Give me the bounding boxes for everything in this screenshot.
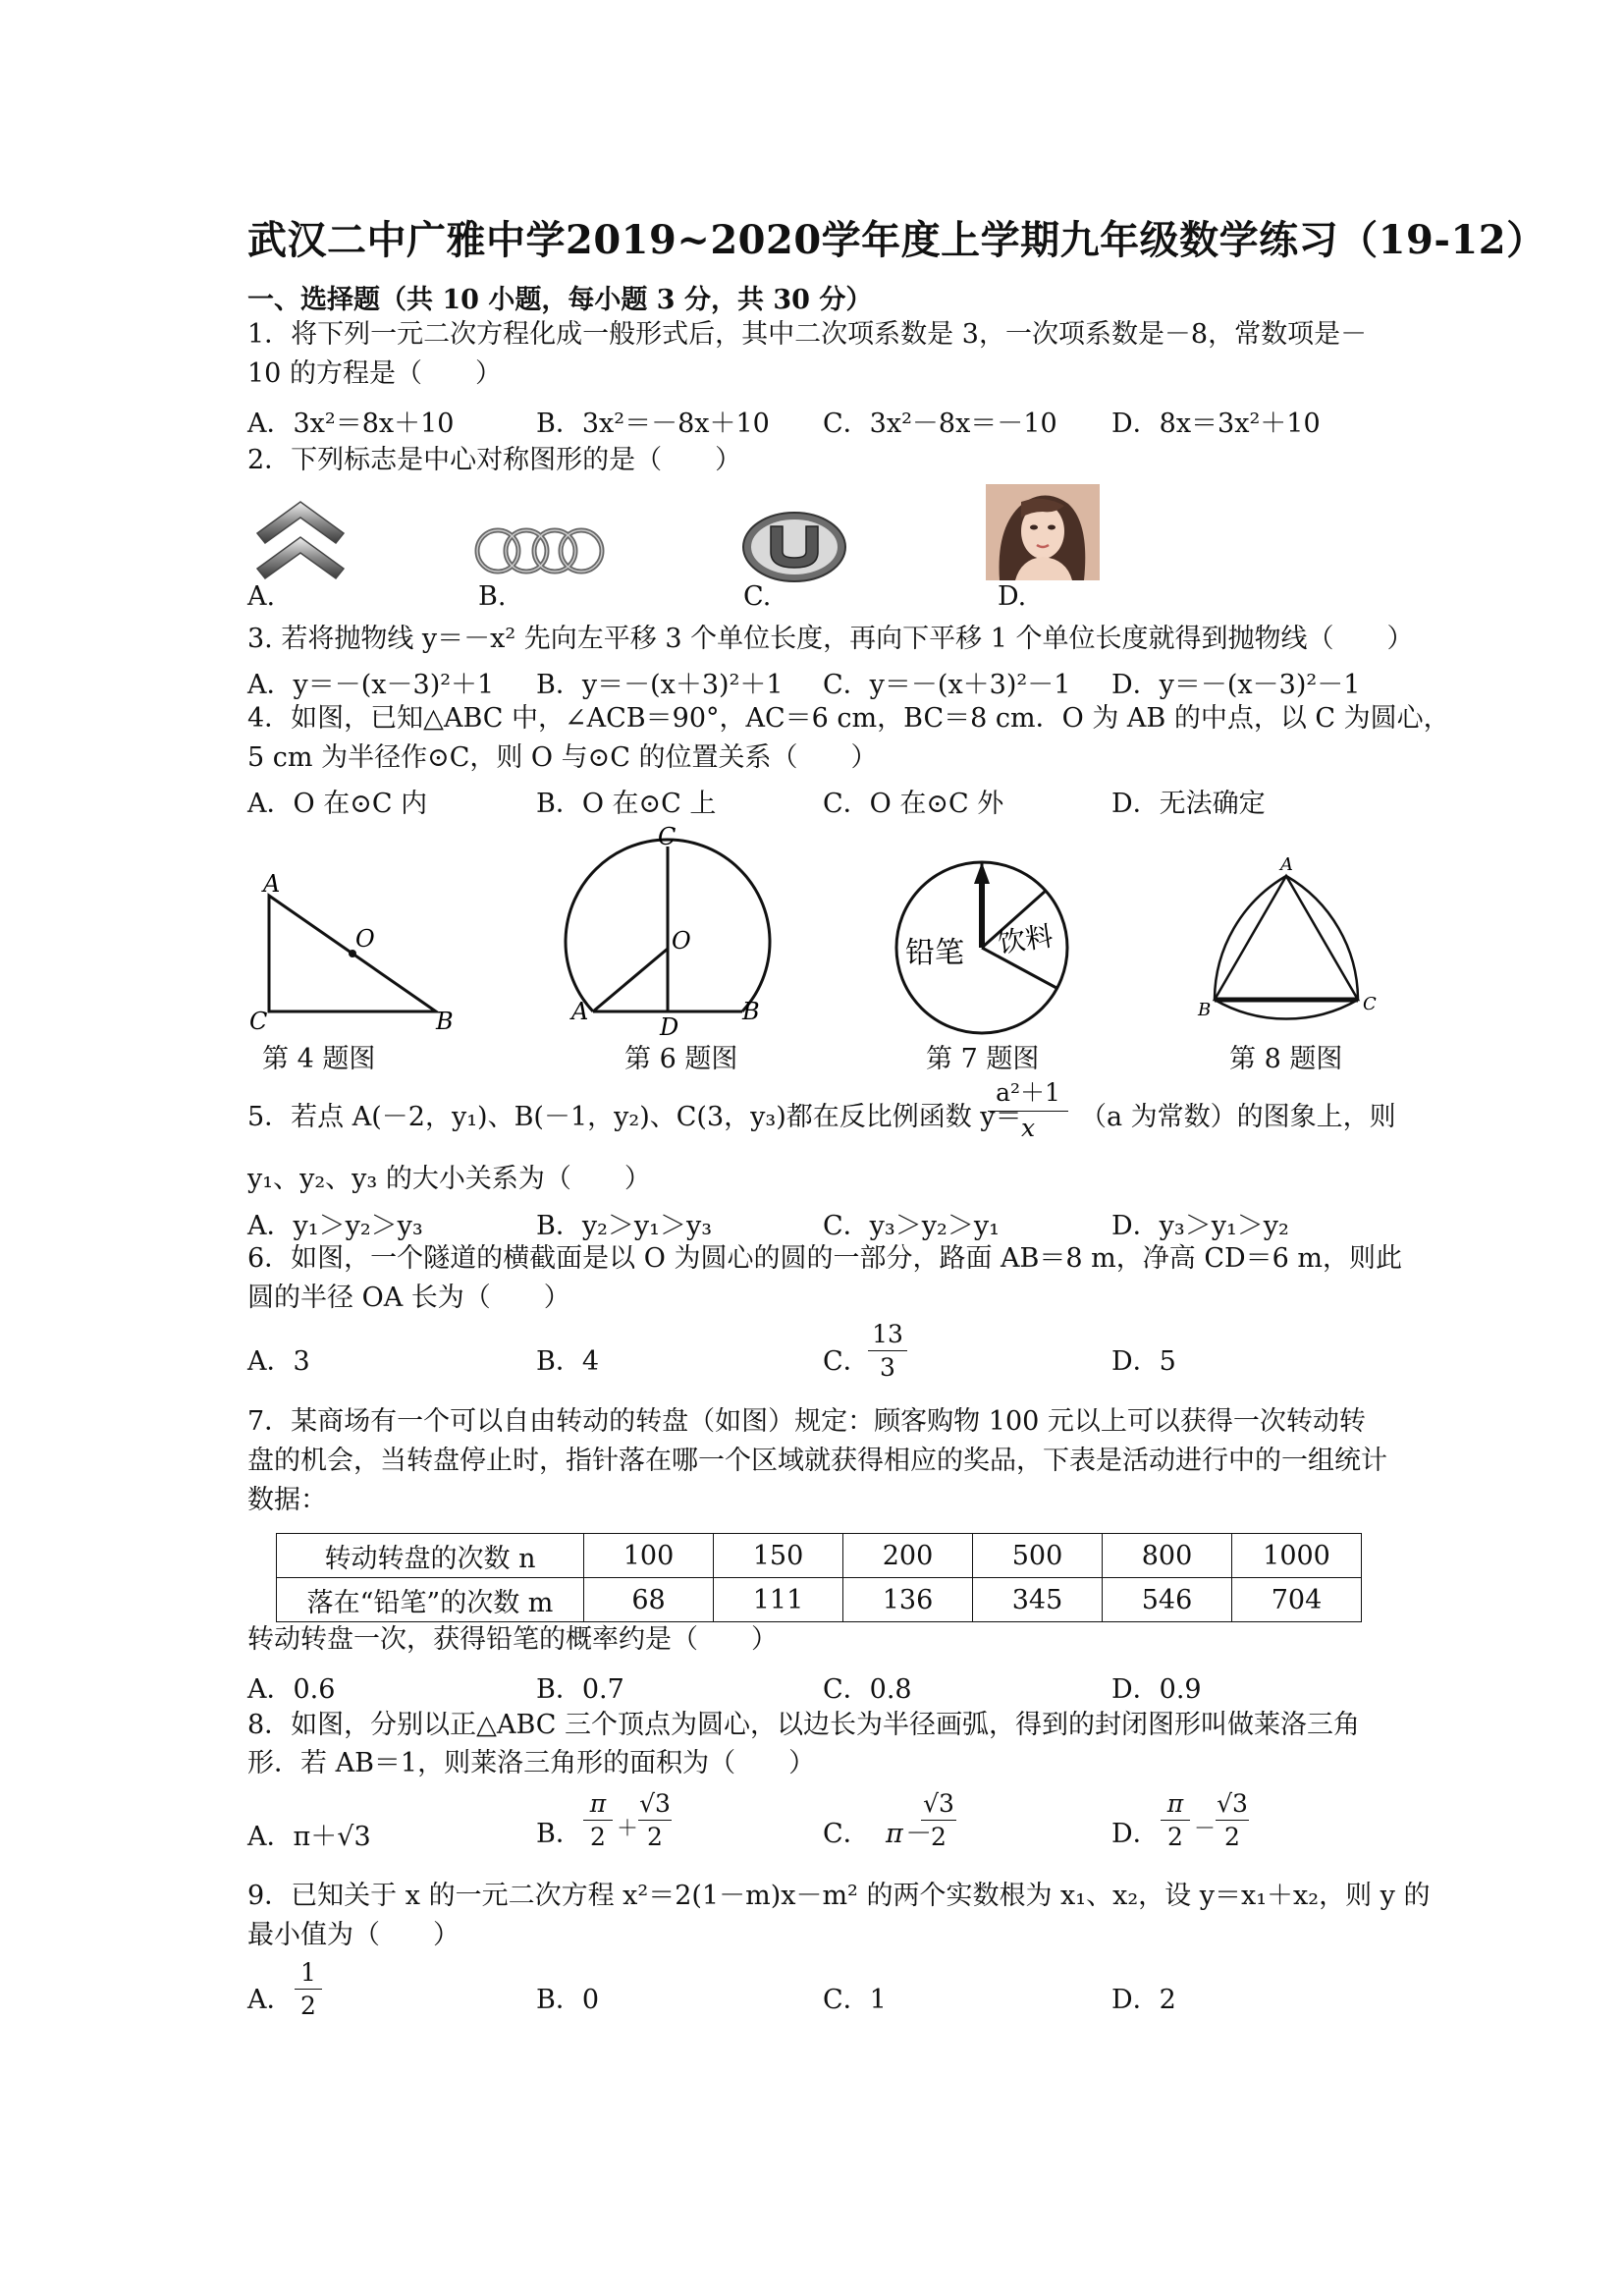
question-8-option-d-fraction-1 <box>1161 1789 1190 1851</box>
question-9-option-a-label: A． <box>247 1985 294 2015</box>
question-9-option-a-fraction <box>295 1958 322 2020</box>
question-8-option-b-fraction-1 <box>583 1789 613 1851</box>
fraction-denominator: 3 <box>880 1353 895 1382</box>
question-1-option-c: C．3x²－8x＝－10 <box>823 409 1057 439</box>
question-7-line-4: 转动转盘一次，获得铅笔的概率约是（ ） <box>247 1624 778 1655</box>
table-cell: 100 <box>584 1534 714 1578</box>
table-row-header: 转动转盘的次数 n <box>277 1534 584 1578</box>
question-1-option-a: A．3x²＝8x＋10 <box>247 409 455 439</box>
question-5-option-a: A．y₁＞y₂＞y₃ <box>247 1211 423 1241</box>
question-9-option-d: D．2 <box>1111 1985 1176 2015</box>
question-7-line-1: 7．某商场有一个可以自由转动的转盘（如图）规定：顾客购物 100 元以上可以获得一次转动转 <box>247 1406 1366 1437</box>
fraction-bar <box>583 1820 613 1821</box>
question-8-line-1: 8．如图，分别以正△ABC 三个顶点为圆心，以边长为半径画弧，得到的封闭图形叫做莱洛三角 <box>247 1710 1361 1740</box>
question-8-option-c-prefix: π－ <box>886 1819 930 1849</box>
figure-7-spinner <box>884 854 1080 1041</box>
question-1-option-d: D．8x＝3x²＋10 <box>1111 409 1321 439</box>
question-2-option-b: B. <box>478 581 507 612</box>
fraction-numerator: π <box>589 1789 607 1818</box>
table-cell: 345 <box>973 1578 1103 1622</box>
question-3-option-a: A．y＝－(x－3)²＋1 <box>247 670 495 700</box>
table-cell: 546 <box>1103 1578 1232 1622</box>
question-9-line-2: 最小值为（ ） <box>247 1920 460 1950</box>
table-cell: 111 <box>714 1578 843 1622</box>
table-cell: 1000 <box>1232 1534 1362 1578</box>
question-8-option-d-operator: － <box>1194 1817 1217 1841</box>
question-3-line-1: 3. 若将抛物线 y＝－x² 先向左平移 3 个单位长度，再向下平移 1 个单位长度就得到抛物线（ ） <box>247 624 1414 654</box>
question-4-option-c: C．O 在⊙C 外 <box>823 789 1004 819</box>
fig6-label-b: B <box>742 998 760 1025</box>
question-4-option-d: D．无法确定 <box>1111 789 1266 819</box>
u-shield-logo-icon <box>739 509 849 585</box>
question-5-fraction-denominator: x <box>1020 1114 1036 1142</box>
question-5-option-d: D．y₃＞y₁＞y₂ <box>1111 1211 1289 1241</box>
question-5-line-2: y₁、y₂、y₃ 的大小关系为（ ） <box>247 1164 651 1194</box>
fraction-denominator: 2 <box>1167 1823 1183 1851</box>
fraction-numerator: 13 <box>872 1320 903 1348</box>
question-8-option-a: A．π＋√3 <box>247 1822 371 1852</box>
question-9-line-1: 9．已知关于 x 的一元二次方程 x²＝2(1－m)x－m² 的两个实数根为 x₁、x₂，设 y＝x₁＋x₂，则 y 的 <box>247 1881 1431 1911</box>
figure-4-caption: 第 4 题图 <box>262 1044 376 1074</box>
figure-6-caption: 第 6 题图 <box>624 1044 738 1074</box>
fig4-label-o: O <box>355 925 375 953</box>
question-4-line-2: 5 cm 为半径作⊙C，则 O 与⊙C 的位置关系（ ） <box>247 742 878 773</box>
question-8-line-2: 形．若 AB＝1，则莱洛三角形的面积为（ ） <box>247 1748 816 1778</box>
fraction-bar <box>295 1989 322 1990</box>
question-5-line-1-post: （a 为常数）的图象上，则 <box>1080 1102 1396 1132</box>
section-heading: 一、选择题（共 10 小题，每小题 3 分，共 30 分） <box>247 285 873 315</box>
fraction-denominator: 2 <box>647 1823 663 1851</box>
figure-6-tunnel <box>550 825 785 1041</box>
question-4-line-1: 4．如图，已知△ABC 中，∠ACB＝90°，AC＝6 cm，BC＝8 cm．O 为 AB 的中点，以 C 为圆心， <box>247 703 1450 734</box>
question-5-fraction <box>988 1073 1068 1142</box>
fraction-denominator: 2 <box>931 1823 947 1851</box>
question-1-option-b: B．3x²＝－8x＋10 <box>536 409 770 439</box>
fig8-label-b: B <box>1198 1000 1212 1020</box>
question-2-option-a: A. <box>247 581 276 612</box>
question-3-option-b: B．y＝－(x＋3)²＋1 <box>536 670 784 700</box>
fig6-label-o: O <box>672 927 691 955</box>
fig7-label-drink: 饮料 <box>996 919 1056 959</box>
question-5-option-c: C．y₃＞y₂＞y₁ <box>823 1211 1000 1241</box>
question-6-line-2: 圆的半径 OA 长为（ ） <box>247 1283 570 1313</box>
fraction-numerator: π <box>1166 1789 1184 1818</box>
fig8-label-c: C <box>1363 994 1377 1014</box>
fraction-bar <box>988 1111 1068 1112</box>
table-cell: 150 <box>714 1534 843 1578</box>
fraction-bar <box>1161 1820 1190 1821</box>
page-title: 武汉二中广雅中学2019~2020学年度上学期九年级数学练习（19-12） <box>247 217 1546 263</box>
question-7-line-2: 盘的机会，当转盘停止时，指针落在哪一个区域就获得相应的奖品，下表是活动进行中的一组统计 <box>247 1446 1387 1476</box>
question-2-line-1: 2．下列标志是中心对称图形的是（ ） <box>247 445 742 475</box>
question-6-option-c-fraction <box>868 1320 907 1382</box>
question-8-option-c-label: C． <box>823 1819 870 1849</box>
question-5-option-b: B．y₂＞y₁＞y₃ <box>536 1211 713 1241</box>
portrait-photo <box>986 484 1100 580</box>
figure-4-triangle <box>236 864 471 1041</box>
question-8-option-b-label: B． <box>536 1819 582 1849</box>
table-cell: 200 <box>843 1534 973 1578</box>
table-row <box>277 1578 1362 1622</box>
question-8-option-b-operator: ＋ <box>617 1817 639 1841</box>
question-7-option-b: B．0.7 <box>536 1674 624 1705</box>
question-8-option-d-label: D． <box>1111 1819 1160 1849</box>
fig6-label-a: A <box>571 998 589 1025</box>
question-3-option-c: C．y＝－(x＋3)²－1 <box>823 670 1071 700</box>
fraction-denominator: 2 <box>590 1823 606 1851</box>
question-4-option-b: B．O 在⊙C 上 <box>536 789 717 819</box>
question-9-option-c: C．1 <box>823 1985 887 2015</box>
question-1-line-1: 1．将下列一元二次方程化成一般形式后，其中二次项系数是 3，一次项系数是－8，常数项是－ <box>247 319 1368 350</box>
fraction-numerator: √3 <box>639 1789 671 1818</box>
question-8-option-d-fraction-2 <box>1216 1789 1249 1851</box>
fig6-label-c: C <box>658 825 677 850</box>
question-6-option-c: C． <box>823 1346 870 1377</box>
question-7-line-3: 数据： <box>247 1485 327 1515</box>
fig4-label-a: A <box>263 870 281 898</box>
question-5-fraction-numerator: a²＋1 <box>996 1078 1060 1107</box>
fraction-numerator: √3 <box>923 1789 954 1818</box>
fig8-label-a: A <box>1280 854 1293 875</box>
fraction-bar <box>1216 1820 1249 1821</box>
figure-8-reuleaux <box>1188 850 1384 1027</box>
statistics-table <box>276 1533 1362 1622</box>
question-6-line-1: 6．如图，一个隧道的横截面是以 O 为圆心的圆的一部分，路面 AB＝8 m，净高 CD＝6 m，则此 <box>247 1243 1403 1274</box>
fraction-numerator: √3 <box>1217 1789 1248 1818</box>
question-2-option-c: C. <box>743 581 772 612</box>
question-4-option-a: A．O 在⊙C 内 <box>247 789 428 819</box>
question-8-option-b-fraction-2 <box>638 1789 672 1851</box>
question-5-line-1-pre: 5．若点 A(－2，y₁)、B(－1，y₂)、C(3，y₃)都在反比例函数 y＝ <box>247 1102 1022 1132</box>
question-6-option-b: B．4 <box>536 1346 600 1377</box>
table-cell: 704 <box>1232 1578 1362 1622</box>
question-7-option-d: D．0.9 <box>1111 1674 1202 1705</box>
fraction-bar <box>921 1820 956 1821</box>
question-8-option-c-fraction <box>921 1789 956 1851</box>
fraction-numerator: 1 <box>300 1958 316 1987</box>
table-cell: 800 <box>1103 1534 1232 1578</box>
chevron-logo-icon <box>253 496 348 582</box>
fig7-label-pencil: 铅笔 <box>905 936 964 970</box>
fig4-label-c: C <box>249 1008 268 1035</box>
fraction-bar <box>868 1350 907 1351</box>
figure-7-caption: 第 7 题图 <box>926 1044 1040 1074</box>
table-row-header: 落在“铅笔”的次数 m <box>277 1578 584 1622</box>
question-3-option-d: D．y＝－(x－3)²－1 <box>1111 670 1361 700</box>
question-1-line-2: 10 的方程是（ ） <box>247 358 502 389</box>
fig4-label-b: B <box>436 1008 454 1035</box>
question-6-option-d: D．5 <box>1111 1346 1176 1377</box>
table-row <box>277 1534 1362 1578</box>
fraction-denominator: 2 <box>300 1992 316 2020</box>
rings-logo-icon <box>471 525 607 576</box>
question-2-option-d: D. <box>998 581 1027 612</box>
figure-8-caption: 第 8 题图 <box>1229 1044 1343 1074</box>
table-cell: 500 <box>973 1534 1103 1578</box>
fraction-denominator: 2 <box>1224 1823 1240 1851</box>
fig6-label-d: D <box>660 1013 679 1041</box>
question-7-option-c: C．0.8 <box>823 1674 912 1705</box>
question-9-option-b: B．0 <box>536 1985 600 2015</box>
fraction-bar <box>638 1820 672 1821</box>
table-cell: 68 <box>584 1578 714 1622</box>
question-7-option-a: A．0.6 <box>247 1674 336 1705</box>
question-6-option-a: A．3 <box>247 1346 310 1377</box>
table-cell: 136 <box>843 1578 973 1622</box>
